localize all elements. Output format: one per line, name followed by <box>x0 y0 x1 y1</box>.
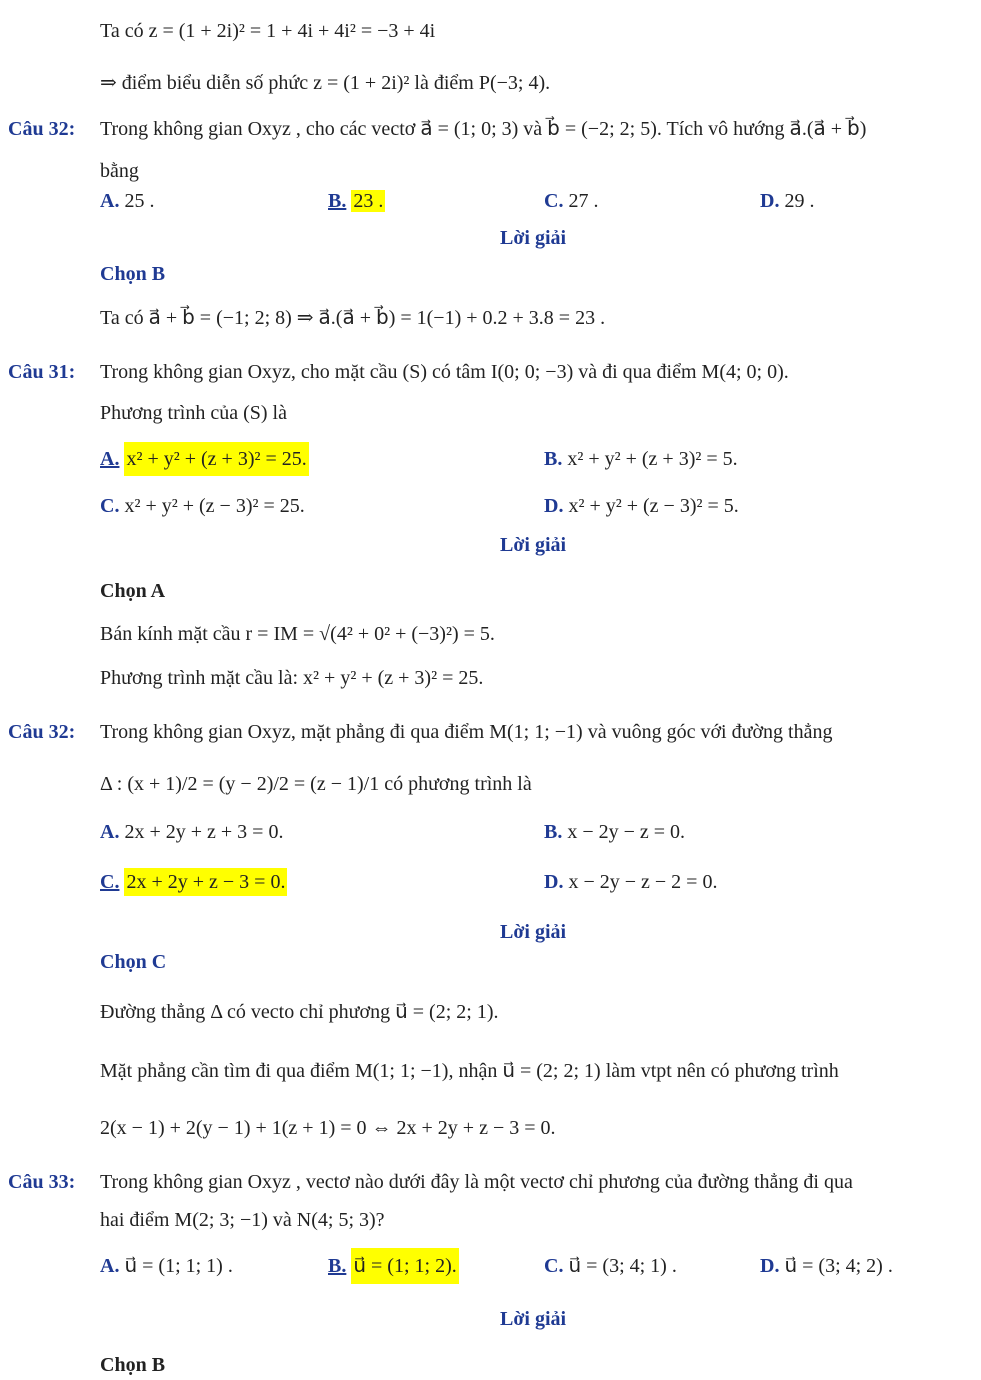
option-key: B. <box>544 448 563 470</box>
question-text-2: bằng <box>100 160 139 182</box>
option-c <box>544 1253 677 1279</box>
option-key: B. <box>544 821 563 843</box>
option-d <box>544 869 717 895</box>
question-text: Trong không gian Oxyz, cho mặt cầu (S) có tâm I(0; 0; −3) và đi qua điểm M(4; 0; 0). <box>100 361 789 383</box>
question-label: Câu 32: <box>8 118 76 140</box>
option-value-highlighted: x² + y² + (z + 3)² = 25. <box>124 442 308 476</box>
option-c <box>100 869 287 895</box>
option-key: D. <box>760 1255 780 1277</box>
option-key: A. <box>100 1255 120 1277</box>
solution-step: Phương trình mặt cầu là: x² + y² + (z + 3)² = 25. <box>100 667 484 689</box>
option-d <box>760 188 814 214</box>
option-value: u⃗ = (1; 1; 1) . <box>124 1255 233 1277</box>
option-key: C. <box>100 871 120 893</box>
solution-title: Lời giải <box>500 921 567 943</box>
option-a <box>100 446 309 472</box>
option-key: C. <box>100 495 120 517</box>
intro-line-1: Ta có z = (1 + 2i)² = 1 + 4i + 4i² = −3 + 4i <box>100 20 436 42</box>
option-d <box>544 493 739 519</box>
choice-label: Chọn A <box>100 580 166 602</box>
option-value: 25 . <box>124 190 155 212</box>
option-key: C. <box>544 1255 564 1277</box>
option-value: x − 2y − z − 2 = 0. <box>568 871 718 893</box>
solution-title: Lời giải <box>500 534 567 556</box>
option-value: x² + y² + (z − 3)² = 25. <box>124 495 305 517</box>
option-a <box>100 188 154 214</box>
solution-title: Lời giải <box>500 227 567 249</box>
choice-label: Chọn B <box>100 1354 166 1376</box>
solution-step: Đường thẳng Δ có vecto chỉ phương u⃗ = (2; 2; 1). <box>100 1001 499 1023</box>
question-text-2: Δ : (x + 1)/2 = (y − 2)/2 = (z − 1)/1 có phương trình là <box>100 773 532 795</box>
choice-label: Chọn B <box>100 263 166 285</box>
question-text: Trong không gian Oxyz, mặt phẳng đi qua điểm M(1; 1; −1) và vuông góc với đường thẳng <box>100 721 833 743</box>
option-value: 27 . <box>568 190 599 212</box>
solution-step: 2(x − 1) + 2(y − 1) + 1(z + 1) = 0 ⇔ 2x + 2y + z − 3 = 0. <box>100 1117 556 1139</box>
question-text-2: Phương trình của (S) là <box>100 402 287 424</box>
option-b <box>328 188 385 214</box>
question-text-2: hai điểm M(2; 3; −1) và N(4; 5; 3)? <box>100 1209 385 1231</box>
solution-step: Bán kính mặt cầu r = IM = √(4² + 0² + (−3)²) = 5. <box>100 623 495 645</box>
option-value-highlighted: u⃗ = (1; 1; 2). <box>351 1248 458 1284</box>
question-text: Trong không gian Oxyz , cho các vectơ a⃗ = (1; 0; 3) và b⃗ = (−2; 2; 5). Tích vô hướng a⃗.(a⃗ + b⃗) <box>100 118 867 140</box>
option-value: x² + y² + (z + 3)² = 5. <box>567 448 738 470</box>
option-b <box>544 819 685 845</box>
option-key: D. <box>544 871 564 893</box>
option-c <box>100 493 305 519</box>
option-key: A. <box>100 190 120 212</box>
option-key: C. <box>544 190 564 212</box>
question-label: Câu 32: <box>8 721 76 743</box>
option-key: D. <box>544 495 564 517</box>
question-label: Câu 31: <box>8 361 76 383</box>
option-key: B. <box>328 1255 347 1277</box>
option-value: x − 2y − z = 0. <box>567 821 686 843</box>
intro-line-2: ⇒ điểm biểu diễn số phức z = (1 + 2i)² là điểm P(−3; 4). <box>100 72 551 94</box>
solution-title: Lời giải <box>500 1308 567 1330</box>
option-value-highlighted: 2x + 2y + z − 3 = 0. <box>124 868 287 896</box>
choice-label: Chọn C <box>100 951 167 973</box>
option-b <box>544 446 738 472</box>
option-value: 2x + 2y + z + 3 = 0. <box>124 821 284 843</box>
option-value: 29 . <box>784 190 815 212</box>
option-value-highlighted: 23 . <box>353 190 384 212</box>
option-value: u⃗ = (3; 4; 1) . <box>568 1255 677 1277</box>
question-label: Câu 33: <box>8 1171 76 1193</box>
option-value: x² + y² + (z − 3)² = 5. <box>568 495 739 517</box>
option-a <box>100 819 283 845</box>
option-key: B. <box>328 190 347 212</box>
option-b <box>328 1253 459 1279</box>
option-a <box>100 1253 233 1279</box>
solution-step: Ta có a⃗ + b⃗ = (−1; 2; 8) ⇒ a⃗.(a⃗ + b⃗) = 1(−1) + 0.2 + 3.8 = 23 . <box>100 307 606 329</box>
option-value: u⃗ = (3; 4; 2) . <box>784 1255 893 1277</box>
option-key: A. <box>100 448 120 470</box>
question-text: Trong không gian Oxyz , vectơ nào dưới đây là một vectơ chỉ phương của đường thẳng đi qua <box>100 1171 853 1193</box>
solution-step: Mặt phẳng cần tìm đi qua điểm M(1; 1; −1), nhận u⃗ = (2; 2; 1) làm vtpt nên có phương trình <box>100 1060 839 1082</box>
option-key: D. <box>760 190 780 212</box>
option-c <box>544 188 598 214</box>
option-d <box>760 1253 893 1279</box>
option-key: A. <box>100 821 120 843</box>
